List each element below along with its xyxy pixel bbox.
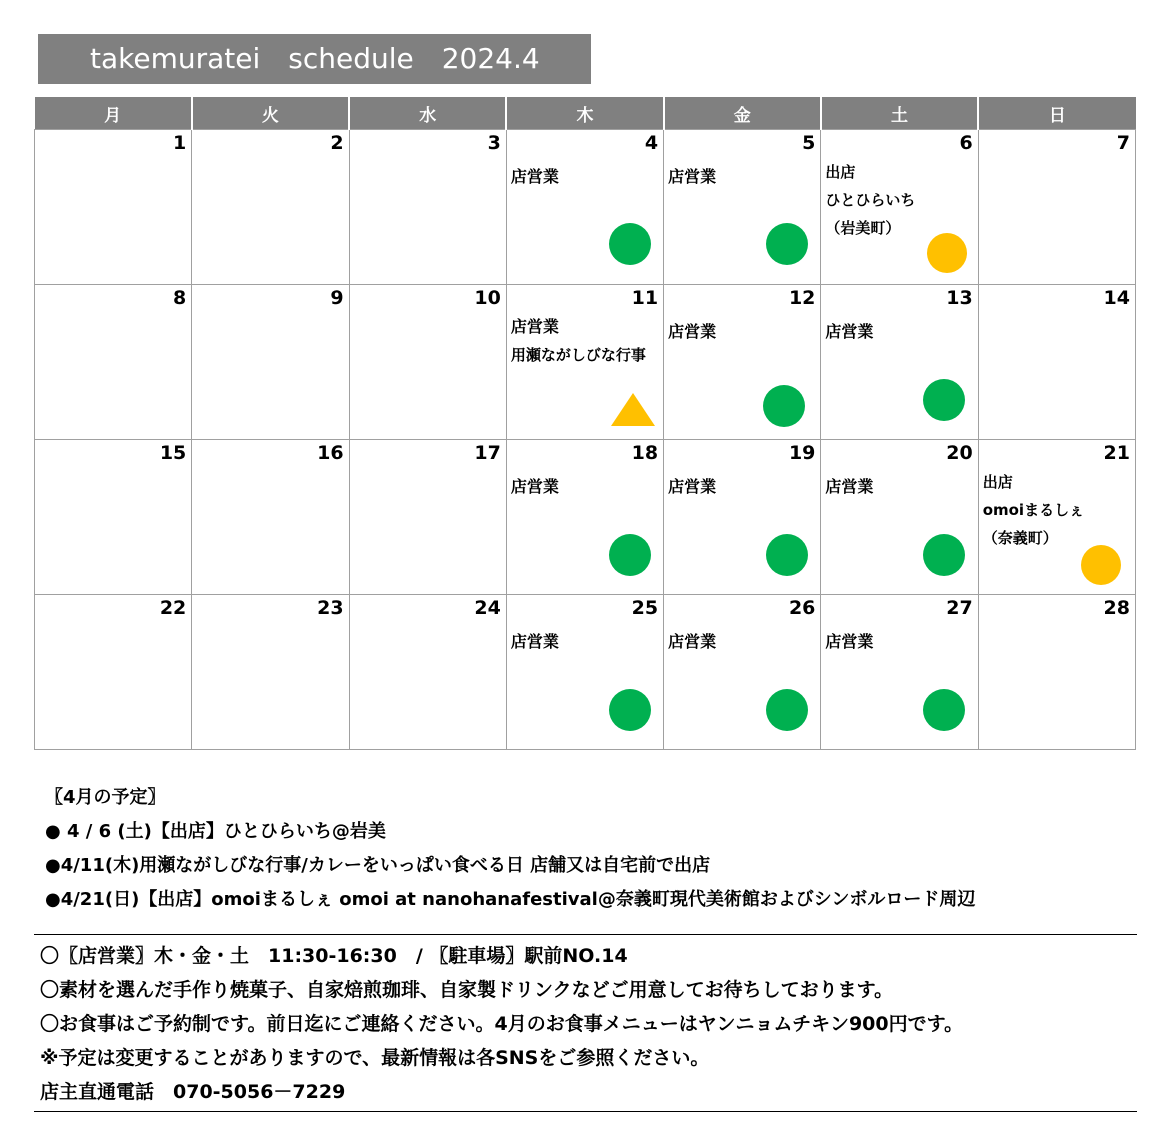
event-text: 店営業 [510, 477, 559, 496]
day-cell-4 [506, 130, 663, 285]
event-text: 店営業 [825, 477, 874, 496]
day-cell-10 [349, 285, 506, 440]
info-hours: 〇〖店営業〗木・金・土 11:30-16:30 / 〖駐車場〗駅前NO.14 [40, 945, 628, 967]
event-text: 店営業 [668, 322, 717, 341]
calendar-week [35, 130, 1136, 285]
day-number: 13 [946, 287, 973, 309]
day-cell-7 [978, 130, 1135, 285]
weekday-sun: 日 [978, 97, 1135, 130]
day-cell-18 [506, 440, 663, 595]
divider-top [34, 934, 1137, 935]
day-cell-25 [506, 595, 663, 750]
weekday-sat: 土 [821, 97, 978, 130]
day-number: 26 [788, 597, 816, 619]
event-marker-yellow-triangle [611, 393, 655, 426]
open-marker-green-circle [923, 379, 965, 421]
popup-marker-yellow-circle [927, 233, 967, 273]
day-cell-13 [821, 285, 978, 440]
day-number: 16 [317, 442, 344, 464]
open-marker-green-circle [609, 223, 651, 265]
weekday-mon: 月 [35, 97, 192, 130]
day-number: 3 [487, 132, 501, 154]
day-cell-21 [978, 440, 1135, 595]
event-text: 店営業 [668, 632, 717, 651]
weekday-fri: 金 [664, 97, 821, 130]
day-cell-23 [192, 595, 349, 750]
day-cell-19 [664, 440, 821, 595]
day-cell-9 [192, 285, 349, 440]
event-text: 店営業 [825, 322, 874, 341]
day-cell-2 [192, 130, 349, 285]
open-marker-green-circle [923, 534, 965, 576]
weekday-tue: 火 [192, 97, 349, 130]
calendar-grid [34, 97, 1136, 750]
event-text: 店営業 用瀬ながしびな行事 [510, 317, 646, 364]
day-number: 25 [631, 597, 659, 619]
info-line: 〇素材を選んだ手作り焼菓子、自家焙煎珈琲、自家製ドリンクなどご用意してお待ちしております。 [40, 979, 894, 1001]
day-number: 14 [1103, 287, 1130, 309]
day-number: 8 [173, 287, 187, 309]
day-cell-27 [821, 595, 978, 750]
monthly-plan-notes [45, 781, 975, 917]
notes-item: ●4/11(木)用瀬ながしびな行事/カレーをいっぱい食べる日 店舗又は自宅前で出店 [45, 855, 711, 876]
day-cell-28 [978, 595, 1135, 750]
day-cell-3 [349, 130, 506, 285]
calendar-week [35, 595, 1136, 750]
info-line: ※予定は変更することがありますので、最新情報は各SNSをご参照ください。 [40, 1047, 710, 1069]
calendar-week [35, 285, 1136, 440]
notes-item: ● 4 / 6 (土)【出店】ひとひらいち@岩美 [45, 821, 386, 842]
day-cell-12 [664, 285, 821, 440]
day-number: 15 [159, 442, 187, 464]
open-marker-green-circle [609, 689, 651, 731]
day-number: 24 [474, 597, 501, 619]
divider-bottom [34, 1111, 1137, 1112]
notes-item: ●4/21(日)【出店】omoiまるしぇ omoi at nanohanafestival@奈義町現代美術館およびシンボルロード周辺 [45, 889, 976, 910]
day-number: 11 [631, 287, 659, 309]
day-cell-24 [349, 595, 506, 750]
open-marker-green-circle [923, 689, 965, 731]
open-marker-green-circle [766, 689, 808, 731]
day-cell-1 [35, 130, 192, 285]
day-number: 7 [1116, 132, 1130, 154]
notes-heading: 〖4月の予定〗 [45, 787, 166, 808]
weekday-wed: 水 [349, 97, 506, 130]
event-text: 店営業 [668, 477, 717, 496]
open-marker-green-circle [766, 223, 808, 265]
day-number: 12 [788, 287, 816, 309]
day-cell-20 [821, 440, 978, 595]
day-cell-15 [35, 440, 192, 595]
schedule-title: takemuratei schedule 2024.4 [38, 34, 591, 84]
day-number: 23 [317, 597, 344, 619]
event-text: 店営業 [825, 632, 874, 651]
day-number: 10 [474, 287, 501, 309]
day-number: 4 [644, 132, 659, 154]
info-phone: 店主直通電話 070-5056－7229 [40, 1081, 346, 1103]
day-number: 21 [1103, 442, 1130, 464]
day-number: 2 [330, 132, 344, 154]
day-cell-26 [664, 595, 821, 750]
popup-marker-yellow-circle [1081, 545, 1121, 585]
day-number: 22 [159, 597, 187, 619]
day-cell-14 [978, 285, 1135, 440]
day-cell-22 [35, 595, 192, 750]
open-marker-green-circle [766, 534, 808, 576]
day-cell-16 [192, 440, 349, 595]
day-number: 17 [474, 442, 501, 464]
day-cell-6 [821, 130, 978, 285]
calendar-week [35, 440, 1136, 595]
shop-info [40, 939, 963, 1109]
day-number: 27 [946, 597, 973, 619]
event-text: 店営業 [510, 167, 559, 186]
day-number: 28 [1103, 597, 1130, 619]
open-marker-green-circle [763, 385, 805, 427]
day-number: 9 [330, 287, 344, 309]
weekday-thu: 木 [506, 97, 663, 130]
day-cell-8 [35, 285, 192, 440]
open-marker-green-circle [609, 534, 651, 576]
day-number: 5 [802, 132, 816, 154]
weekday-header-row [35, 97, 1136, 130]
info-line: 〇お食事はご予約制です。前日迄にご連絡ください。4月のお食事メニューはヤンニョムチキン900円です。 [40, 1013, 964, 1035]
event-text: 店営業 [510, 632, 559, 651]
day-cell-5 [664, 130, 821, 285]
event-text: 出店 ひとひらいち （岩美町） [825, 163, 916, 237]
day-cell-11 [506, 285, 663, 440]
event-text: 出店 omoiまるしぇ （奈義町） [982, 473, 1085, 547]
day-number: 20 [946, 442, 973, 464]
day-number: 1 [173, 132, 187, 154]
day-number: 6 [959, 132, 973, 154]
day-cell-17 [349, 440, 506, 595]
day-number: 18 [631, 442, 659, 464]
event-text: 店営業 [668, 167, 717, 186]
day-number: 19 [788, 442, 816, 464]
